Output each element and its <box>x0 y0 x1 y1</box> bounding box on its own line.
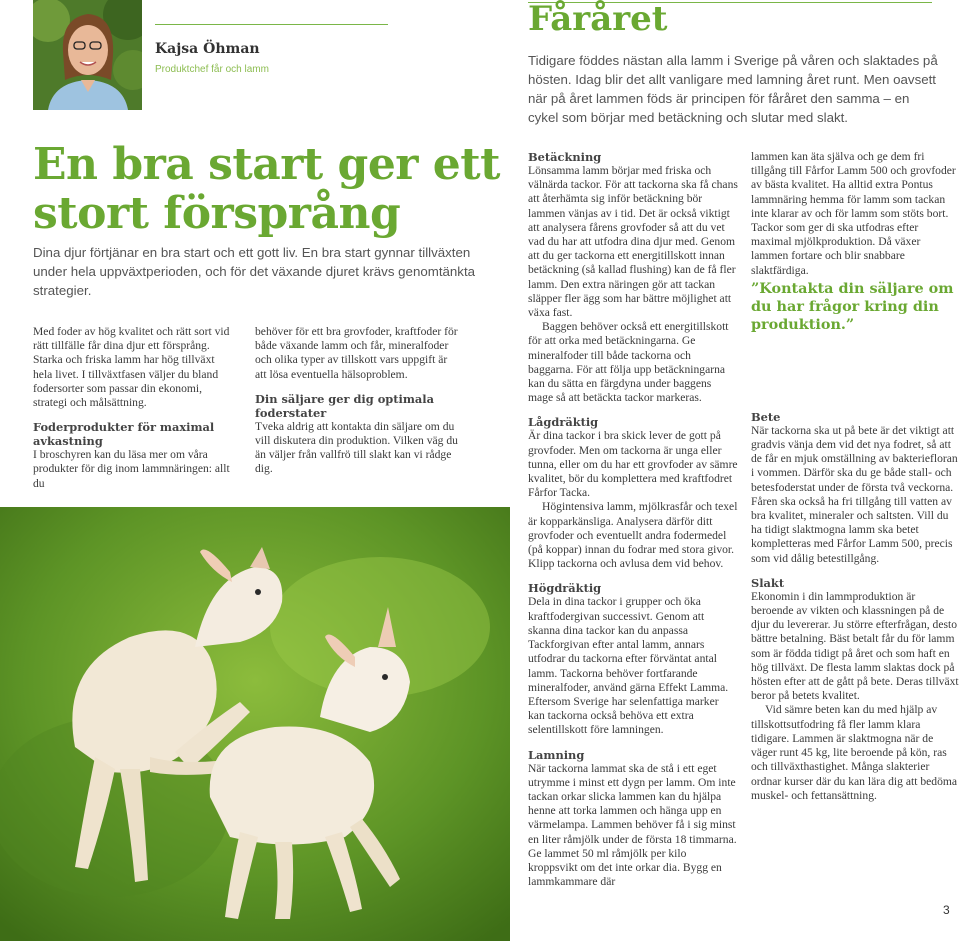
lambs-photo <box>0 507 510 941</box>
betackning-heading: Betäckning <box>528 150 602 164</box>
column-3 <box>528 150 738 889</box>
slakt-paragraph: Ekonomin i din lammproduktion är beroende av vikten och klassningen på de djur du levererar. Ju större efterfrågan, desto bättre betalning. Bäst betalt får du för lamm som är födda tidigt på året och som haft en hög tillväxt. De flesta lamm slaktas dock på hösten efter att de gått på bete. Deras tillväxt beror på betets kvalitet. <box>751 589 959 703</box>
column-2 <box>255 325 460 477</box>
lamning-heading: Lamning <box>528 747 585 762</box>
pull-quote: ”Kontakta din säljare om du har frågor kring din produktion.” <box>751 280 954 333</box>
author-portrait-image <box>33 0 142 110</box>
lagdraktig-heading: Lågdräktig <box>528 415 599 430</box>
main-title: En bra start ger ett stort försprång <box>33 139 500 239</box>
author-name: Kajsa Öhman <box>155 41 260 57</box>
betackning-paragraph: Lönsamma lamm börjar med friska och välnärda tackor. För att tackorna ska få chans att återhämta sig inför betäckning bör lammen vänjas av i tid. Det är också viktigt att analysera fårens grovfoder så att du vet vad du har att utfodra dina djur med. Genom att du ger tackorna ett energitillskott innan betäckning (så kallad flushing) kan de få fler lamm. Den extra näringen gör att tackan släpper fler ägg som har bättre möjlighet att växa fast. <box>528 164 738 320</box>
main-lead: Dina djur förtjänar en bra start och ett gott liv. En bra start gynnar tillväxten under hela uppväxtperioden, och för det växande djuret krävs genomtänkta strategier. <box>33 245 476 298</box>
page-number: 3 <box>943 903 950 917</box>
hero-title: Fåråret <box>528 0 668 39</box>
col2-heading: Din säljare ger dig optimala foderstater <box>255 391 434 420</box>
author-divider <box>155 24 388 25</box>
hero-intro: Tidigare föddes nästan alla lamm i Sverige på våren och slaktades på hösten. Idag blir det allt vanligare med lamning året runt. Men oavsett när på året lammen föds är principen för fåråret den samma – en cykel som börjar med betäckning och slutar med slakt. <box>528 53 938 125</box>
lambs-photo-image <box>0 507 510 941</box>
col2-paragraph: behöver för ett bra grovfoder, kraftfoder för både växande lamm och får, mineralfoder och olika typer av tillskott vars uppgift är att lösa eventuella hälsoproblem. <box>255 325 458 381</box>
column-4 <box>751 150 959 803</box>
author-role: Produktchef får och lamm <box>155 64 269 75</box>
bete-heading: Bete <box>751 409 781 424</box>
column-1 <box>33 325 233 491</box>
hogdraktig-paragraph: Dela in dina tackor i grupper och öka kraftfodergivan successivt. Genom att skanna dina tackor kan du anpassa Tackforgivan efter antal lamm, annars utfodrar du tackorna efter förväntat antal lamm. Tackorna behöver fortfarande mineralfoder, använd gärna Effekt Lamma. Eftersom Sverige har selenfattiga marker kan tackorna också behöva ett extra selentillskott före lamningen. <box>528 595 729 737</box>
slakt-heading: Slakt <box>751 575 785 590</box>
col1-paragraph: Med foder av hög kvalitet och rätt sort vid rätt tillfälle får dina djur ett försprång. Starka och friska lamm har hög tillväxt hela livet. I tillväxtfasen väljer du bland fodersorter som passar din ekonomi, strategi och målsättning. <box>33 325 230 410</box>
author-portrait <box>33 0 142 110</box>
col2-paragraph-2: Tveka aldrig att kontakta din säljare om du vill diskutera din produktion. Vilken väg du än väljer från vallfrö till slakt kan vi rådge dig. <box>255 419 458 476</box>
col1-paragraph-2: I broschyren kan du läsa mer om våra produkter för dig inom lammnäringen: allt du <box>33 448 230 490</box>
betackning-paragraph-2: Baggen behöver också ett energitillskott för att orka med betäckningarna. Ge mineralfoder till både tackorna och baggarna. För att följa upp betäckningarna kan du sätta en färgdyna under baggens mage så att betäckta tackor markeras. <box>528 320 729 405</box>
bete-paragraph: När tackorna ska ut på bete är det viktigt att gradvis vänja dem vid det nya fodret, så att de får en mjuk omställning av bakteriefloran i vommen. Därför ska du ge både stall- och betesfoderstat under de första två veckorna. Fåren ska också ha fri tillgång till vatten av bra kvalitet, mineraler och saltsten. Vill du ha tidigt slaktmogna lamm ska betet kompletteras med Fårfor Lamm 500, precis som vid dålig betestillgång. <box>751 423 958 565</box>
col4-top-paragraph: lammen kan äta själva och ge dem fri tillgång till Fårfor Lamm 500 och grovfoder av bästa kvalitet. Ha alltid extra Pontus lammnäring hemma för lamm som tackan inte klarar av och för lamm som stöts bort. Tackor som ger di ska utfodras efter maximal mjölkproduktion. Då växer lammen fortare och blir snabbare slaktfärdiga. <box>751 150 956 277</box>
slakt-paragraph-2: Vid sämre beten kan du med hjälp av tillskottsutfodring få fler lamm klara tidigare. Lammen är slaktmogna när de väger runt 45 kg, lite beroende på kön, ras och tillväxthastighet. Många slakterier ordnar kurser där du kan lära dig att bedöma muskel- och fettansättning. <box>751 703 958 802</box>
lagdraktig-paragraph: Är dina tackor i bra skick lever de gott på grovfoder. Men om tackorna är unga eller tunna, eller om du har ett grovfoder av sämre kvalitet, bör du komplettera med kraftfodret Fårfor Tacka. <box>528 429 738 500</box>
hogdraktig-heading: Högdräktig <box>528 581 602 596</box>
lamning-paragraph: När tackorna lammat ska de stå i ett eget utrymme i minst ett dygn per lamm. Om inte tackan orkar slicka lammen kan du hjälpa henne att torka lammen och hänga upp en värmelampa. Lammen behöver få i sig minst en liter råmjölk under de första 18 timmarna. Ge lammet 50 ml råmjölk per kilo kroppsvikt om det inte orkar dia. Bygg en lammkammare där <box>528 761 737 889</box>
lagdraktig-paragraph-2: Högintensiva lamm, mjölkrasfår och texel är kopparkänsliga. Analysera därför ditt grovfoder och eventuellt andra fodermedel (på koppar) innan du fodrar med stora givor. Klipp tackorna och avlusa dem vid behov. <box>528 500 738 571</box>
col1-heading: Foderprodukter för maximal avkastning <box>33 420 215 449</box>
